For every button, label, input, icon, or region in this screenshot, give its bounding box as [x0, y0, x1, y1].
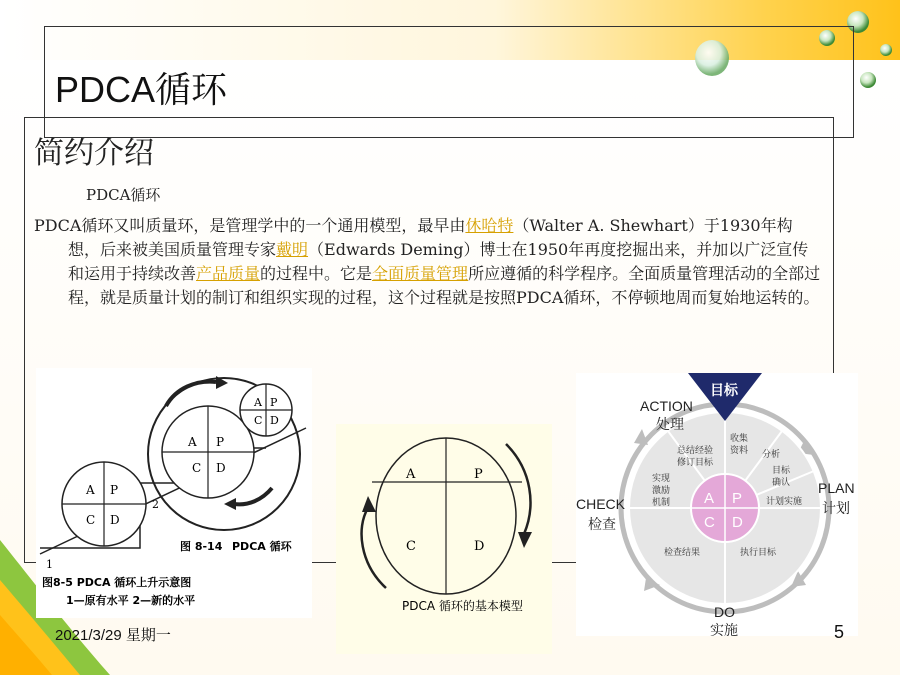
top-circle-d: D	[270, 414, 279, 427]
pdca-rising-diagram	[36, 368, 312, 618]
pdca-basic-diagram	[336, 424, 552, 654]
seg-execute: 执行目标	[740, 548, 777, 558]
mid-circle-d: D	[216, 461, 226, 475]
small-circle-p: P	[110, 483, 119, 497]
basic-p: P	[474, 467, 483, 482]
check-cn: 检查	[588, 517, 616, 533]
footer-date: 2021/3/29 星期一	[55, 627, 171, 644]
seg-summary-2: 修订目标	[677, 458, 714, 468]
action-cn: 处理	[656, 417, 684, 433]
mid-circle-a: A	[188, 435, 197, 449]
pdca-wheel-figure	[576, 373, 858, 636]
do-en: DO	[714, 604, 735, 620]
figure-title: PDCA 循环	[232, 540, 292, 553]
pdca-rising-figure	[36, 368, 312, 618]
seg-confirm-1: 目标	[772, 466, 791, 476]
top-circle-p: P	[270, 396, 278, 409]
seg-realize-1: 实现	[652, 474, 671, 484]
check-en: CHECK	[576, 496, 626, 512]
section-heading: PDCA循环	[86, 186, 161, 204]
seg-plan-impl: 计划实施	[766, 497, 803, 507]
level-marker-1: 1	[46, 558, 53, 571]
link-tqm[interactable]: 全面质量管理	[372, 264, 469, 283]
wheel-p: P	[732, 490, 743, 507]
action-en: ACTION	[640, 398, 693, 414]
basic-c: C	[406, 539, 416, 554]
seg-analyze: 分析	[762, 450, 781, 460]
wheel-d: D	[732, 514, 743, 531]
top-circle-a: A	[254, 396, 262, 409]
seg-collect-1: 收集	[730, 434, 749, 444]
slide-subtitle: 简约介绍	[34, 136, 154, 171]
figure-number: 图 8-14	[180, 540, 223, 553]
small-circle-d: D	[110, 513, 120, 527]
mid-circle-c: C	[192, 461, 202, 475]
level-marker-2: 2	[152, 498, 159, 511]
seg-summary-1: 总结经验	[677, 446, 714, 456]
link-shewhart[interactable]: 休哈特	[465, 216, 514, 235]
basic-d: D	[474, 539, 485, 554]
figure1-caption-line1: 图8-5 PDCA 循环上升示意图	[42, 576, 192, 589]
basic-model-caption: PDCA 循环的基本模型	[402, 599, 523, 613]
wheel-a: A	[704, 490, 715, 507]
page-number: 5	[834, 622, 845, 642]
body-paragraph: PDCA循环又叫质量环，是管理学中的一个通用模型，最早由休哈特（Walter A. Shewhart）于1930年构想，后来被美国质量管理专家戴明（Edwards Deming）博士在1950年再度挖掘出来，并加以广泛宣传和运用于持续改善产品质量的过程中。它是全面质量管理所应遵循的科学程序。全面质量管理活动的全部过程，就是质量计划的制订和组织实现的过程，这个过程就是按照PDCA循环，不停顿地周而复始地运转的。	[34, 216, 821, 307]
seg-confirm-2: 确认	[772, 478, 791, 488]
do-cn: 实施	[710, 623, 738, 636]
wheel-c: C	[704, 514, 715, 531]
seg-check-result: 检查结果	[664, 548, 701, 558]
pdca-wheel-diagram	[576, 373, 858, 636]
seg-collect-2: 资料	[730, 446, 749, 456]
seg-realize-3: 机制	[652, 498, 671, 508]
basic-a: A	[406, 467, 416, 482]
link-product-quality[interactable]: 产品质量	[196, 264, 261, 283]
plan-cn: 计划	[822, 501, 850, 517]
mid-circle-p: P	[216, 435, 225, 449]
small-circle-c: C	[86, 513, 96, 527]
link-deming[interactable]: 戴明	[276, 240, 309, 259]
figure1-caption-line2: 1—原有水平 2—新的水平	[66, 594, 196, 607]
small-circle-a: A	[86, 483, 95, 497]
pdca-basic-model-figure	[336, 424, 552, 654]
goal-label: 目标	[710, 383, 738, 399]
top-circle-c: C	[254, 414, 263, 427]
plan-en: PLAN	[818, 480, 855, 496]
slide-title: PDCA循环	[55, 69, 228, 110]
seg-realize-2: 激励	[652, 486, 671, 496]
